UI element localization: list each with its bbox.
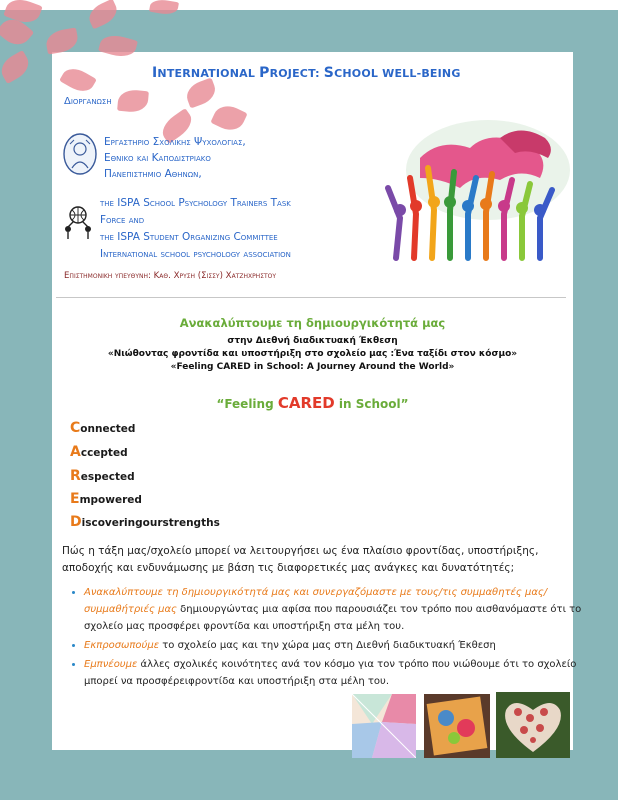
list-item: • Εκπροσωπούμε το σχολείο μας και την χώρα μας στη Διεθνή διαδικτυακή Έκθεση [84,637,584,654]
subtitle-discover: Ανακαλύπτουμε τη δημιουργικότητά μας [179,316,446,330]
ispa-organizers: the ISPA School Psychology Trainers Task Force and the ISPA Student Organizing Committee International school psychology association [100,197,291,260]
slogan: “Feeling CARED in School” [216,394,409,412]
acronym-item: Connected [70,420,136,436]
bullet-list [68,584,584,692]
subtitle-english-theme: «Feeling CARED in School: A Journey Around the World» [170,362,455,372]
acronym-item: Discoveringourstrengths [70,514,220,530]
university-logo-icon [62,132,98,176]
subtitle-exhibition: στην Διεθνή διαδικτυακή Έκθεση [227,336,398,346]
subtitle-greek-theme: «Νιώθοντας φροντίδα και υποστήριξη στο σχολείο μας :Ένα ταξίδι στον κόσμο» [107,349,518,359]
list-item: • Εμπνέουμε άλλες σχολικές κοινότητες ανά τον κόσμο για τον τρόπο που νιώθουμε ότι το σχολείο μπορεί να προσφέρειφροντίδα και υποστήριξη στα μέλη του. [84,656,584,690]
project-title: INTERNATIONAL PROJECT: SCHOOL WELL-BEING [152,65,461,81]
acronym-item: Respected [70,468,135,484]
divider [56,297,566,298]
acronym-item: Accepted [70,444,128,460]
scientific-lead: Επιστημονικη υπευθυνη: Καθ. Χρυση (Σισσυ) Χατζηχρηστου [64,271,277,281]
poster-photo-1 [352,694,416,758]
ispa-logo-icon [62,205,94,241]
intro-paragraph: Πώς η τάξη μας/σχολείο μπορεί να λειτουργήσει ως ένα πλαίσιο φροντίδας, υποστήριξης, αποδοχής και ενδυνάμωσης με βάση τις διαφορετικές μας ανάγκες και δυνατότητές; [62,545,539,574]
university-name: Εργαστηριο Σχολικης Ψυχολογιας, Εθνικο και Καποδιστριακο Πανεπιστημιο Αθηνων, [104,136,246,180]
acronym-item: Empowered [70,491,142,507]
poster-photo-2 [424,694,490,758]
poster-photo-3 [496,692,570,758]
organizers-label: Διοργανωση [64,96,112,107]
list-item: • Ανακαλύπτουμε τη δημιουργικότητά μας και συνεργαζόμαστε με τους/τις συμμαθητές μας/συμμαθήτριές μας δημιουργώντας μια αφίσα που παρουσιάζει τον τρόπο που αισθανόμαστε ότι το σχολείο μας προσφέρει φροντίδα και υποστήριξη στα μέλη του. [84,584,584,635]
world-people-illustration [380,118,570,268]
